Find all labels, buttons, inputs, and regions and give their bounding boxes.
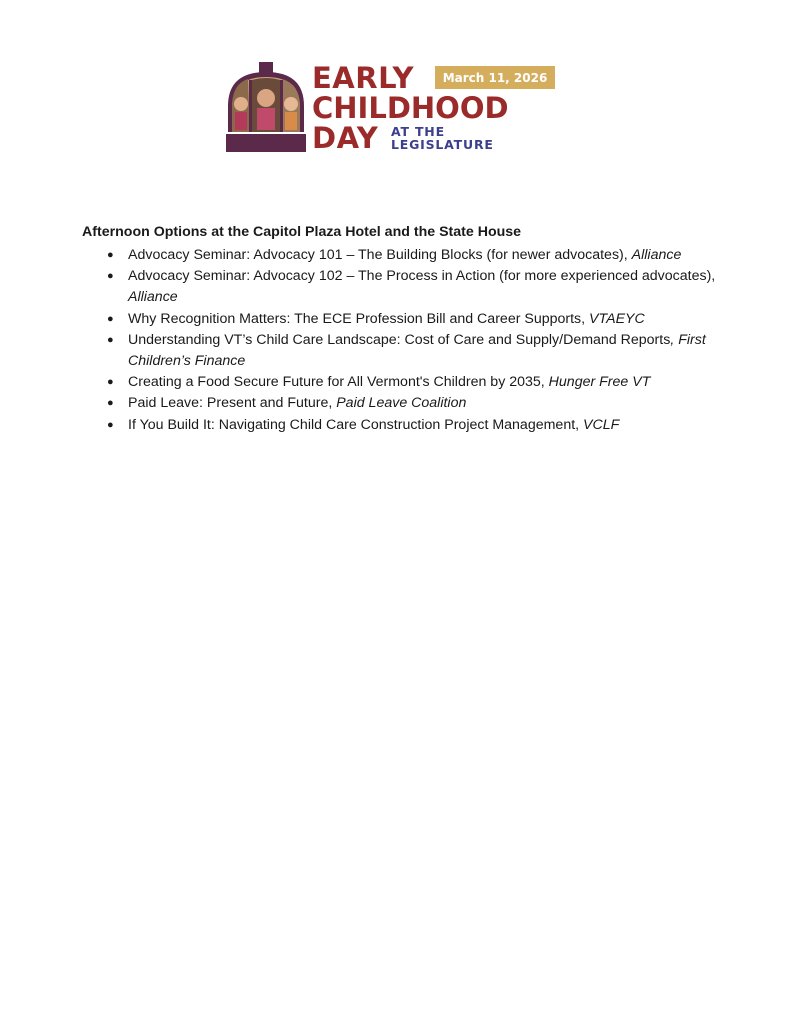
option-organization: , First Children’s Finance [128, 331, 706, 370]
option-title: Why Recognition Matters: The ECE Profession Bill and Career Supports, [128, 310, 590, 327]
list-item [82, 266, 722, 308]
list-item [82, 330, 722, 372]
list-item [82, 372, 722, 393]
event-date-badge: March 11, 2026 [435, 66, 555, 89]
afternoon-options-section [82, 222, 722, 436]
capitol-dome-photo-icon [226, 62, 306, 154]
option-organization: VCLF [583, 416, 620, 433]
list-item [82, 393, 722, 414]
option-title: If You Build It: Navigating Child Care Construction Project Management, [128, 416, 584, 433]
list-item [82, 415, 722, 436]
option-organization: Paid Leave Coalition [336, 395, 467, 412]
logo-title-childhood: CHILDHOOD [312, 91, 509, 125]
logo-title-early: EARLY [312, 61, 415, 95]
event-logo [226, 62, 566, 156]
options-list [82, 245, 722, 436]
logo-subtitle-legislature: LEGISLATURE [391, 137, 494, 152]
option-organization: Alliance [128, 289, 178, 306]
option-organization: VTAEYC [589, 310, 645, 327]
option-title: Advocacy Seminar: Advocacy 101 – The Building Blocks (for newer advocates), [128, 247, 632, 263]
section-heading: Afternoon Options at the Capitol Plaza Hotel and the State House [82, 224, 522, 240]
option-title: Advocacy Seminar: Advocacy 102 – The Process in Action (for more experienced advocates), [128, 268, 716, 285]
option-organization: Hunger Free VT [548, 374, 651, 391]
logo-subtitle-at-the: AT THE [391, 124, 445, 139]
option-title: Understanding VT’s Child Care Landscape: Cost of Care and Supply/Demand Reports [128, 331, 671, 348]
list-item [82, 309, 722, 330]
logo-title-day: DAY [312, 121, 379, 155]
option-title: Paid Leave: Present and Future, [128, 395, 337, 412]
option-organization: Alliance [631, 247, 682, 263]
list-item [82, 245, 722, 266]
option-title: Creating a Food Secure Future for All Vermont's Children by 2035, [128, 374, 549, 391]
